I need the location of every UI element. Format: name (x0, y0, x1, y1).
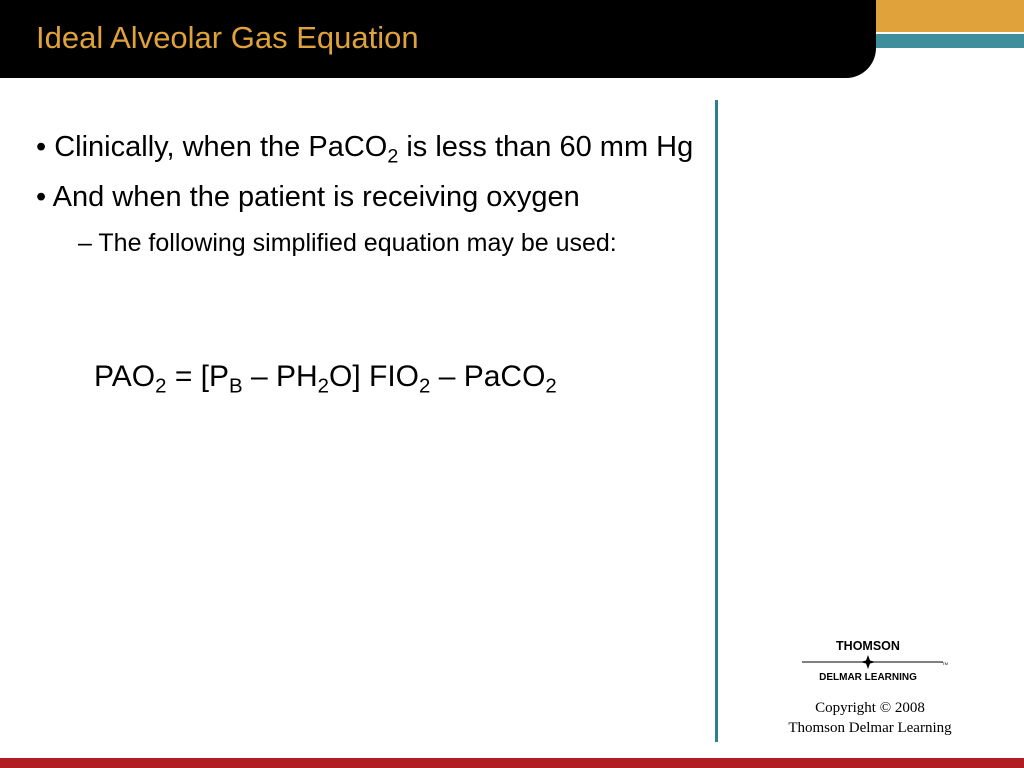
equation-term-fio: O] FIO (329, 360, 420, 393)
bullet-symbol: • (36, 131, 47, 163)
accent-stripe-teal (876, 34, 1024, 48)
logo-brand-text: THOMSON (836, 639, 900, 653)
subscript: 2 (387, 145, 399, 168)
equation-subscript: 2 (317, 375, 330, 398)
accent-stripe-orange (876, 0, 1024, 32)
vertical-divider (715, 100, 718, 742)
sub-bullet-equation-note (78, 228, 706, 258)
equation-term-pb: = [P (166, 360, 230, 393)
copyright-line: Copyright © 2008 (815, 700, 925, 716)
bullet-paco2 (36, 128, 706, 166)
bottom-bar (0, 758, 1024, 768)
equation-term-paco: – PaCO (430, 360, 546, 393)
copyright-owner: Thomson Delmar Learning (788, 720, 952, 736)
equation-term-ph: – PH (242, 360, 318, 393)
title-bar (0, 0, 876, 78)
logo-star-icon (860, 655, 876, 669)
logo-trademark: TM (942, 661, 948, 666)
sub-bullet-text: The following simplified equation may be used: (98, 229, 617, 257)
bullet-symbol: • (36, 181, 47, 213)
logo-tagline-text: DELMAR LEARNING (819, 672, 917, 683)
bullet-text: And when the patient is receiving oxygen (52, 181, 580, 213)
equation-term-pao: PAO (94, 360, 156, 393)
thomson-delmar-logo (800, 638, 950, 684)
bullet-oxygen (36, 178, 706, 216)
copyright-notice (770, 698, 970, 738)
equation-subscript: B (229, 375, 243, 398)
alveolar-gas-equation (94, 360, 557, 398)
equation-subscript: 2 (419, 375, 431, 398)
sub-bullet-symbol: – (78, 229, 92, 257)
equation-subscript: 2 (545, 375, 557, 398)
equation-subscript: 2 (155, 375, 167, 398)
slide-title: Ideal Alveolar Gas Equation (36, 20, 419, 55)
bullet-text: Clinically, when the PaCO (54, 131, 388, 163)
slide-content (36, 128, 706, 258)
bullet-text-continued: is less than 60 mm Hg (398, 131, 694, 163)
